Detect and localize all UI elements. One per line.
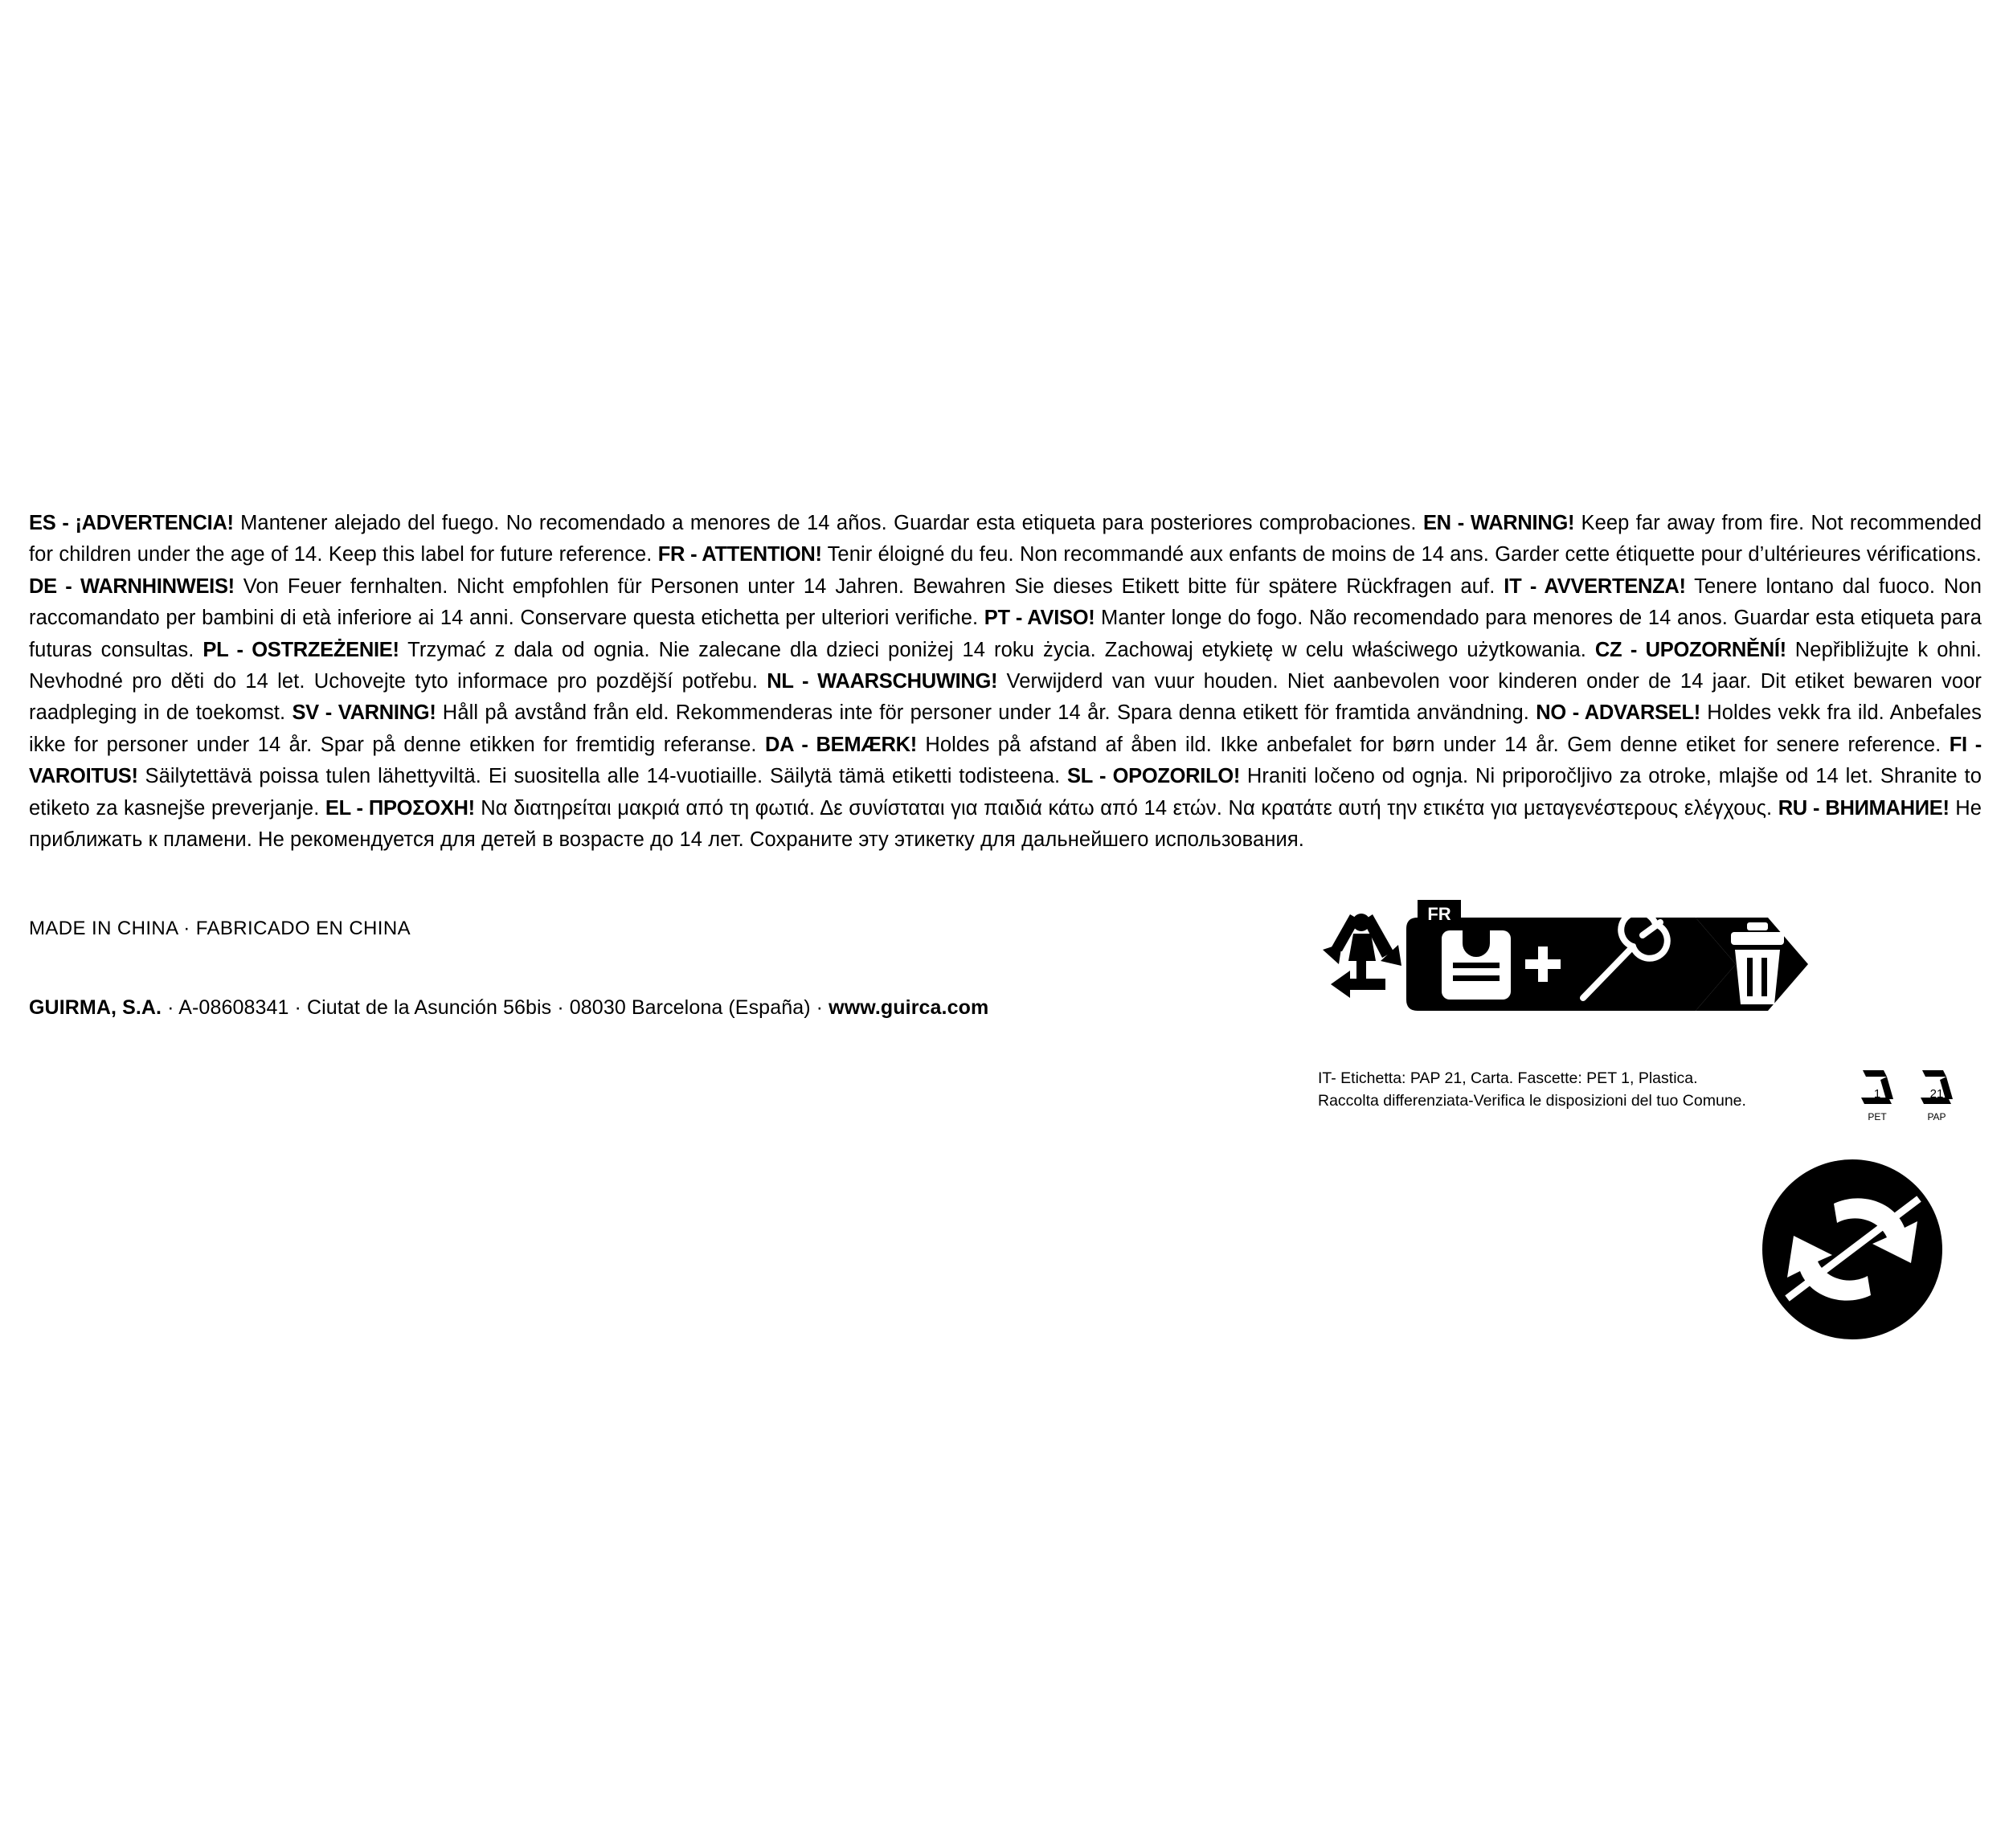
warning-lang-it: IT - AVVERTENZA! <box>1504 574 1686 598</box>
material-number-pap: 21 <box>1929 1087 1944 1101</box>
material-code-pap: PAP <box>1927 1111 1946 1122</box>
warning-text-es: Mantener alejado del fuego. No recomendado a menores de 14 años. Guardar esta etiqueta para posteriores comprobaciones. <box>233 512 1423 534</box>
warning-text-nl: Verwijderd van vuur houden. Niet aanbevolen voor kinderen onder de 14 jaar. Dit etiket bewaren voor raadpleging in de toekomst. <box>29 669 1982 725</box>
company-website: www.guirca.com <box>829 996 989 1019</box>
warning-text-el: Να διατηρείται μακριά από τη φωτιά. Δε συνίσταται για παιδιά κάτω από 14 ετών. Να κρατάτε αυτή την ετικέτα για μεταγενέστερους ελέγχους. <box>474 796 1778 820</box>
label-card-icon <box>1442 930 1511 1000</box>
material-mark-pap <box>1921 1070 1953 1122</box>
company-name: GUIRMA, S.A. <box>29 996 162 1019</box>
warning-lang-en: EN - WARNING! <box>1422 512 1575 534</box>
company-address: Ciutat de la Asunción 56bis · 08030 Barcelona (España) <box>307 996 811 1019</box>
material-code-pet: PET <box>1868 1111 1887 1122</box>
warning-text-fr: Tenir éloigné du feu. Non recommandé aux enfants de moins de 14 ans. Garder cette étiquette pour d’ultérieures vérifications. <box>821 543 1982 566</box>
material-code-marks <box>1856 1059 1977 1147</box>
warning-lang-no: NO - ADVARSEL! <box>1536 701 1700 725</box>
warning-lang-cz: CZ - UPOZORNĚNÍ! <box>1594 638 1786 661</box>
warning-text-pt: Manter longe do fogo. Não recomendado para menores de 14 anos. Guardar esta etiqueta para futuras consultas. <box>29 607 1982 661</box>
warning-lang-sv: SV - VARNING! <box>292 701 436 725</box>
warning-lang-pl: PL - OSTRZEŻENIE! <box>203 638 399 661</box>
warning-text-cz: Nepřibližujte k ohni. Nevhodné pro děti do 14 let. Uchovejte tyto informace pro pozdější potřebu. <box>29 638 1982 693</box>
warning-text-da: Holdes på afstand af åben ild. Ikke anbefalet for børn under 14 år. Gem denne etiket for senere reference. <box>916 733 1950 756</box>
warning-lang-ru: RU - ВНИМАНИЕ! <box>1778 796 1950 820</box>
green-dot-recycling-symbol <box>1760 1157 1945 1342</box>
warning-text-sl: Hraniti ločeno od ognja. Ni priporočljivo za otroke, mlajše od 14 let. Shranite to etiketo za kasnejše preverjanje. <box>29 765 1982 820</box>
material-mark-pet <box>1861 1070 1893 1122</box>
company-sep-2: · <box>288 996 307 1019</box>
warning-lang-sl: SL - OPOZORILO! <box>1067 765 1241 788</box>
multilingual-warning-text <box>29 508 1982 856</box>
material-number-pet: 1 <box>1873 1087 1881 1101</box>
country-tag-label: FR <box>1427 904 1451 924</box>
country-of-origin: MADE IN CHINA · FABRICADO EN CHINA <box>29 918 411 939</box>
warning-lang-de: DE - WARNHINWEIS! <box>29 574 235 598</box>
warning-lang-fi: FI - VAROITUS! <box>29 733 1982 788</box>
warning-text-en: Keep far away from fire. Not recommended for children under the age of 14. Keep this label for future reference. <box>29 512 1982 566</box>
italy-disposal-note-line-2: Raccolta differenziata-Verifica le disposizioni del tuo Comune. <box>1318 1092 1746 1110</box>
warning-lang-el: EL - ΠΡΟΣΟΧΗ! <box>325 796 475 820</box>
warning-text-sv: Håll på avstånd från eld. Rekommenderas inte för personer under 14 år. Spara denna etikett för framtida användning. <box>436 701 1536 725</box>
warning-text-pl: Trzymać z dala od ognia. Nie zalecane dla dzieci poniżej 14 roku życia. Zachowaj etykietę w celu właściwego użytkowania. <box>399 638 1595 661</box>
company-sep-1: · <box>162 996 179 1019</box>
company-tax-id: A-08608341 <box>178 996 289 1019</box>
triman-recycle-icon <box>1323 914 1401 998</box>
company-sep-3: · <box>810 996 829 1019</box>
warning-lang-fr: FR - ATTENTION! <box>657 543 822 566</box>
warning-lang-pt: PT - AVISO! <box>984 607 1095 630</box>
warning-text-no: Holdes vekk fra ild. Anbefales ikke for personer under 14 år. Spar på denne etikken for fremtidig referanse. <box>29 701 1982 756</box>
warning-text-de: Von Feuer fernhalten. Nicht empfohlen für Personen unter 14 Jahren. Bewahren Sie dieses Etikett bitte für spätere Rückfragen auf. <box>234 574 1504 598</box>
sorting-instruction-graphic <box>1318 893 1832 1038</box>
warning-lang-nl: NL - WAARSCHUWING! <box>767 669 998 693</box>
warning-text-it: Tenere lontano dal fuoco. Non raccomandato per bambini di età inferiore ai 14 anni. Conservare questa etichetta per ulteriori verifiche. <box>29 574 1982 630</box>
warning-text-ru: Не приближать к пламени. Не рекомендуется для детей в возрасте до 14 лет. Сохраните эту этикетку для дальнейшего использования. <box>29 796 1982 851</box>
warning-text-fi: Säilytettävä poissa tulen lähettyviltä. Ei suositella alle 14-vuotiaille. Säilytä tämä etiketti todisteena. <box>137 765 1067 788</box>
warning-lang-da: DA - BEMÆRK! <box>765 733 917 756</box>
manufacturer-details <box>29 996 988 1020</box>
italy-disposal-note-line-1: IT- Etichetta: PAP 21, Carta. Fascette: PET 1, Plastica. <box>1318 1069 1698 1087</box>
warning-lang-es: ES - ¡ADVERTENCIA! <box>29 512 234 534</box>
